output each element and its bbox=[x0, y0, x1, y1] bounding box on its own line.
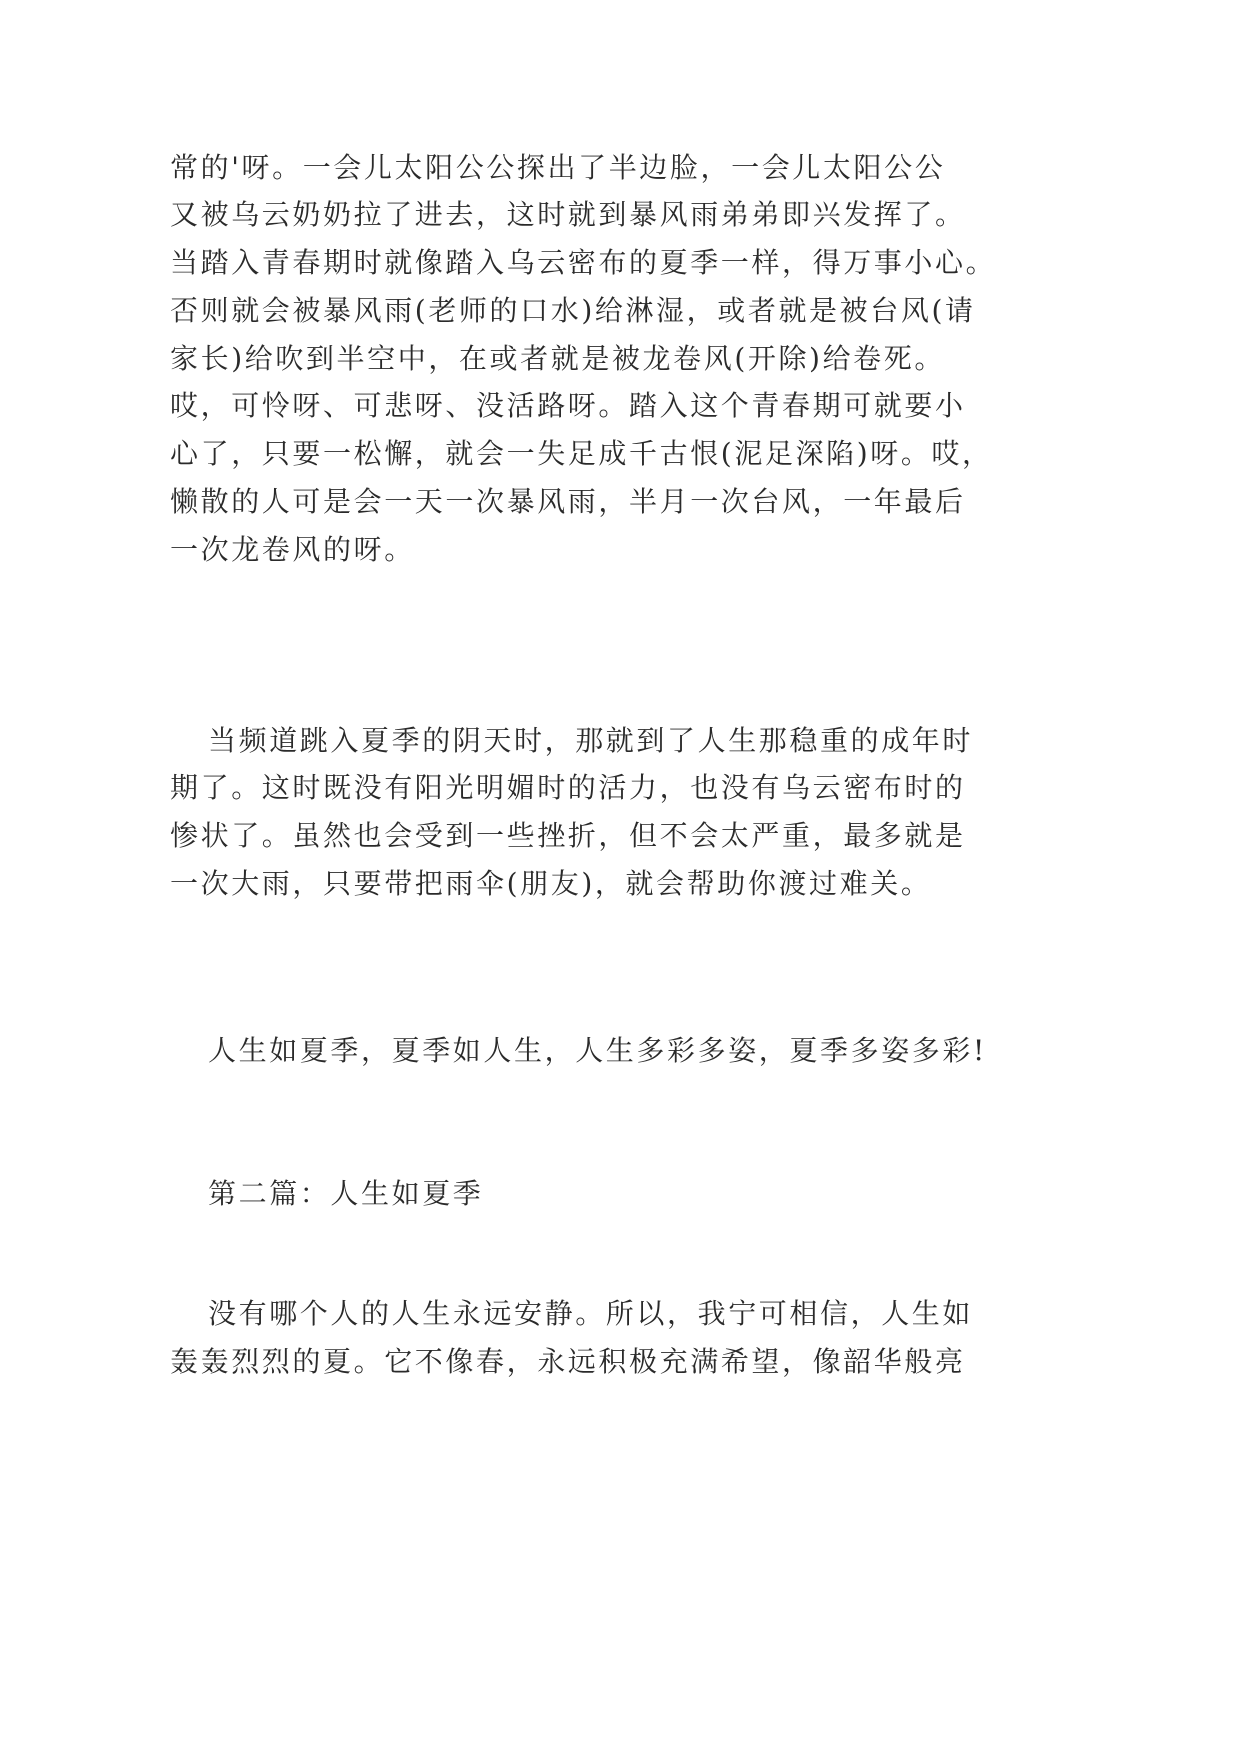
text-line: 没有哪个人的人生永远安静。所以，我宁可相信，人生如 bbox=[208, 1297, 974, 1330]
text-line: 懒散的人可是会一天一次暴风雨，半月一次台风，一年最后 bbox=[170, 485, 966, 518]
text-line: 轰轰烈烈的夏。它不像春，永远积极充满希望，像韶华般亮 bbox=[170, 1345, 966, 1378]
text-line: 心了，只要一松懈，就会一失足成千古恨(泥足深陷)呀。哎， bbox=[170, 437, 993, 470]
text-line: 一次龙卷风的呀。 bbox=[170, 533, 415, 566]
text-line: 常的'呀。一会儿太阳公公探出了半边脸，一会儿太阳公公 bbox=[170, 151, 946, 184]
section-title: 第二篇：人生如夏季 bbox=[208, 1177, 484, 1210]
text-line: 当踏入青春期时就像踏入乌云密布的夏季一样，得万事小心。 bbox=[170, 246, 997, 279]
text-line: 家长)给吹到半空中，在或者就是被龙卷风(开除)给卷死。 bbox=[170, 342, 945, 375]
text-line: 一次大雨，只要带把雨伞(朋友)，就会帮助你渡过难关。 bbox=[170, 867, 932, 900]
text-line: 否则就会被暴风雨(老师的口水)给淋湿，或者就是被台风(请 bbox=[170, 294, 976, 327]
text-line: 哎，可怜呀、可悲呀、没活路呀。踏入这个青春期可就要小 bbox=[170, 389, 966, 422]
text-line: 惨状了。虽然也会受到一些挫折，但不会太严重，最多就是 bbox=[170, 819, 966, 852]
text-line: 期了。这时既没有阳光明媚时的活力，也没有乌云密布时的 bbox=[170, 771, 966, 804]
text-line: 人生如夏季，夏季如人生，人生多彩多姿，夏季多姿多彩! bbox=[208, 1034, 987, 1067]
text-line: 当频道跳入夏季的阴天时，那就到了人生那稳重的成年时 bbox=[208, 724, 974, 757]
text-line: 又被乌云奶奶拉了进去，这时就到暴风雨弟弟即兴发挥了。 bbox=[170, 198, 966, 231]
